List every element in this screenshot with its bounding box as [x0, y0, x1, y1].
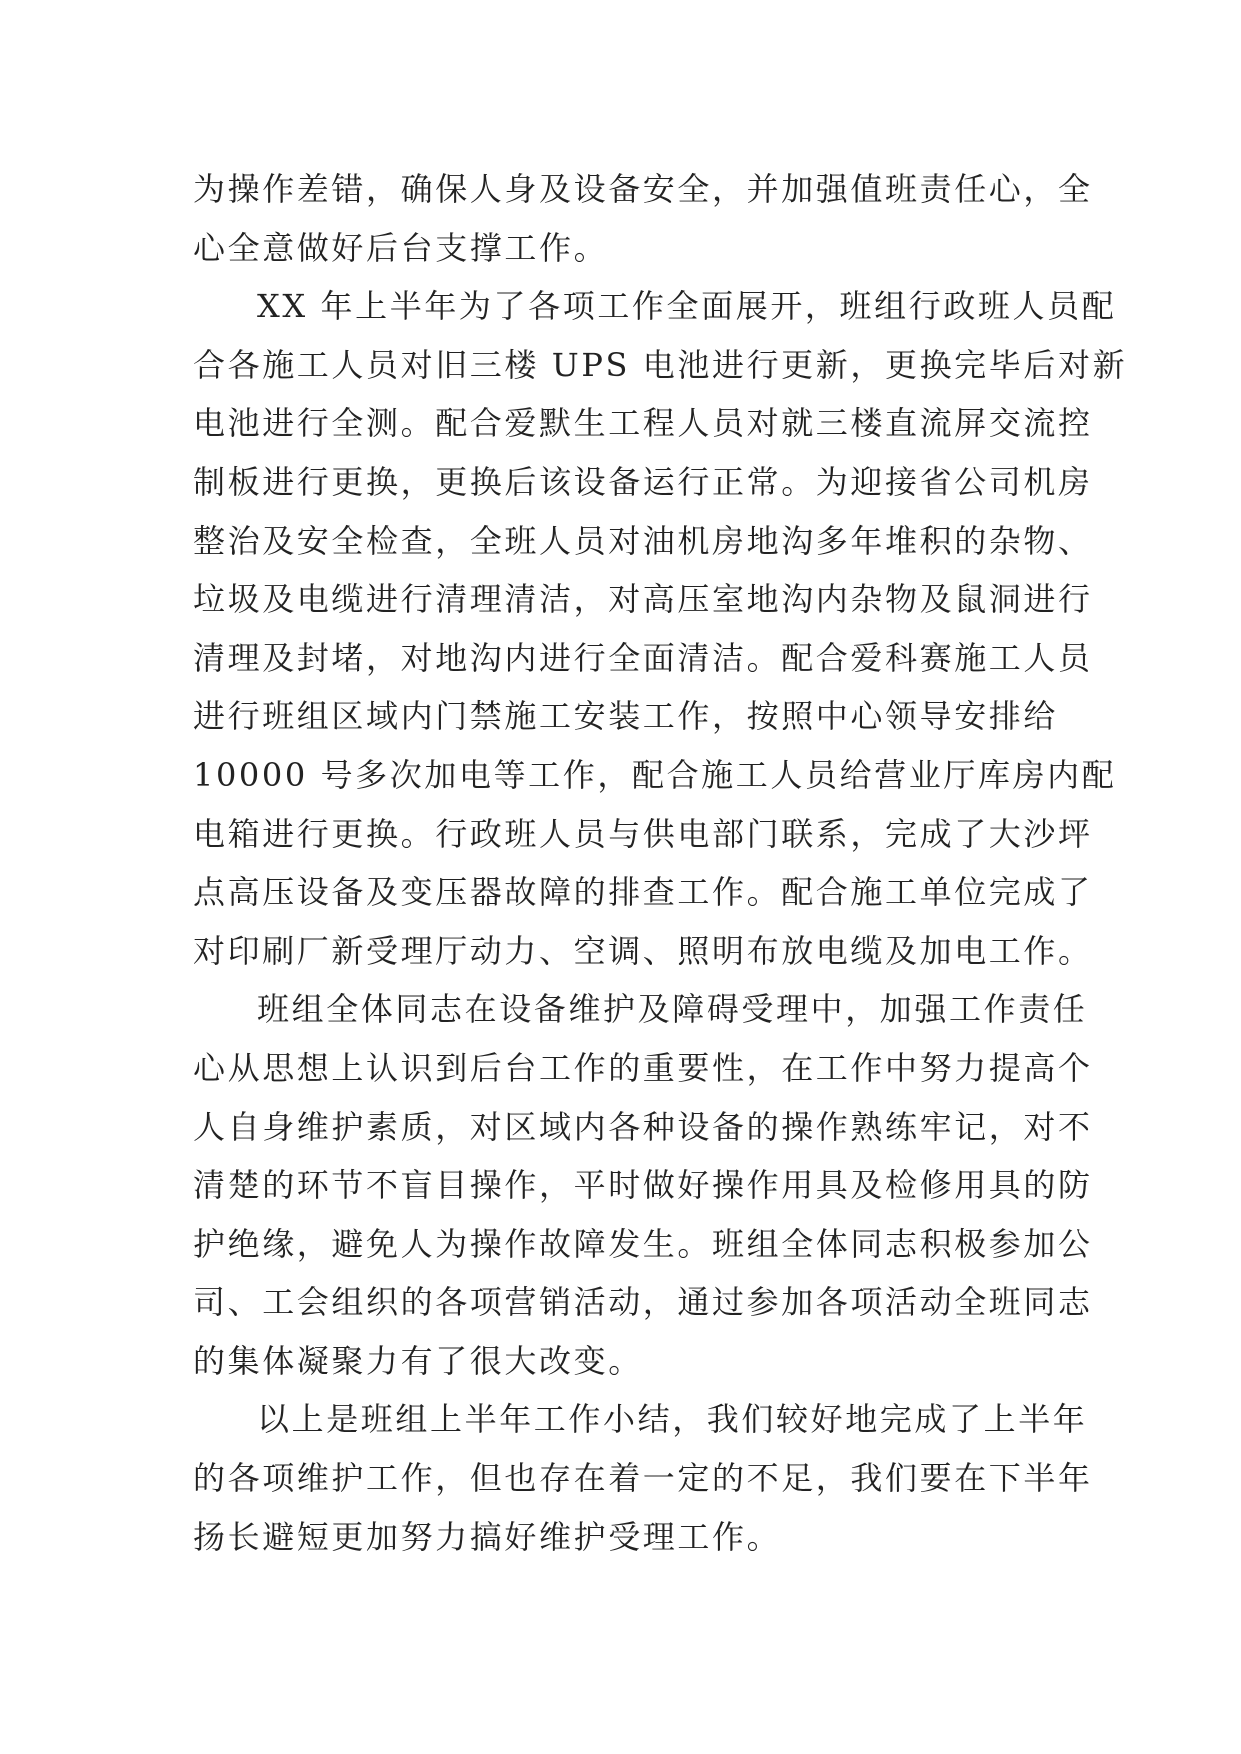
- text-line: 制板进行更换，更换后该设备运行正常。为迎接省公司机房: [193, 462, 1093, 501]
- text-line: 的集体凝聚力有了很大改变。: [193, 1341, 643, 1380]
- text-line: 垃圾及电缆进行清理清洁，对高压室地沟内杂物及鼠洞进行: [193, 580, 1093, 619]
- text-line: 的各项维护工作，但也存在着一定的不足，我们要在下半年: [193, 1459, 1093, 1498]
- text-line: 整治及安全检查，全班人员对油机房地沟多年堆积的杂物、: [193, 521, 1093, 560]
- text-line: 合各施工人员对旧三楼 UPS 电池进行更新，更换完毕后对新: [193, 345, 1128, 384]
- paragraph-2: [193, 277, 1128, 980]
- text-line: 点高压设备及变压器故障的排查工作。配合施工单位完成了: [193, 873, 1093, 912]
- text-line: 电池进行全测。配合爱默生工程人员对就三楼直流屏交流控: [193, 404, 1093, 443]
- text-line: 心全意做好后台支撑工作。: [193, 228, 609, 267]
- text-line: 护绝缘，避免人为操作故障发生。班组全体同志积极参加公: [193, 1224, 1093, 1263]
- text-line: 人自身维护素质，对区域内各种设备的操作熟练牢记，对不: [193, 1107, 1093, 1146]
- text-line: 为操作差错，确保人身及设备安全，并加强值班责任心，全: [193, 170, 1093, 208]
- paragraph-4: [193, 1390, 1093, 1566]
- paragraph-1: [193, 160, 1093, 277]
- text-line: 10000 号多次加电等工作，配合施工人员给营业厅库房内配: [193, 755, 1117, 794]
- text-line: 清理及封堵，对地沟内进行全面清洁。配合爱科赛施工人员: [193, 638, 1093, 677]
- text-line: XX 年上半年为了各项工作全面展开，班组行政班人员配: [257, 287, 1117, 326]
- paragraph-3: [193, 980, 1093, 1390]
- text-line: 电箱进行更换。行政班人员与供电部门联系，完成了大沙坪: [193, 814, 1093, 853]
- text-line: 扬长避短更加努力搞好维护受理工作。: [193, 1517, 782, 1556]
- text-line: 心从思想上认识到后台工作的重要性，在工作中努力提高个: [193, 1048, 1093, 1087]
- text-line: 对印刷厂新受理厅动力、空调、照明布放电缆及加电工作。: [193, 931, 1093, 970]
- text-line: 班组全体同志在设备维护及障碍受理中，加强工作责任: [257, 990, 1088, 1029]
- text-line: 进行班组区域内门禁施工安装工作，按照中心领导安排给: [193, 697, 1059, 736]
- text-line: 以上是班组上半年工作小结，我们较好地完成了上半年: [257, 1400, 1088, 1439]
- text-line: 清楚的环节不盲目操作，平时做好操作用具及检修用具的防: [193, 1166, 1093, 1205]
- text-line: 司、工会组织的各项营销活动，通过参加各项活动全班同志: [193, 1283, 1093, 1322]
- document-body: [193, 160, 1128, 1566]
